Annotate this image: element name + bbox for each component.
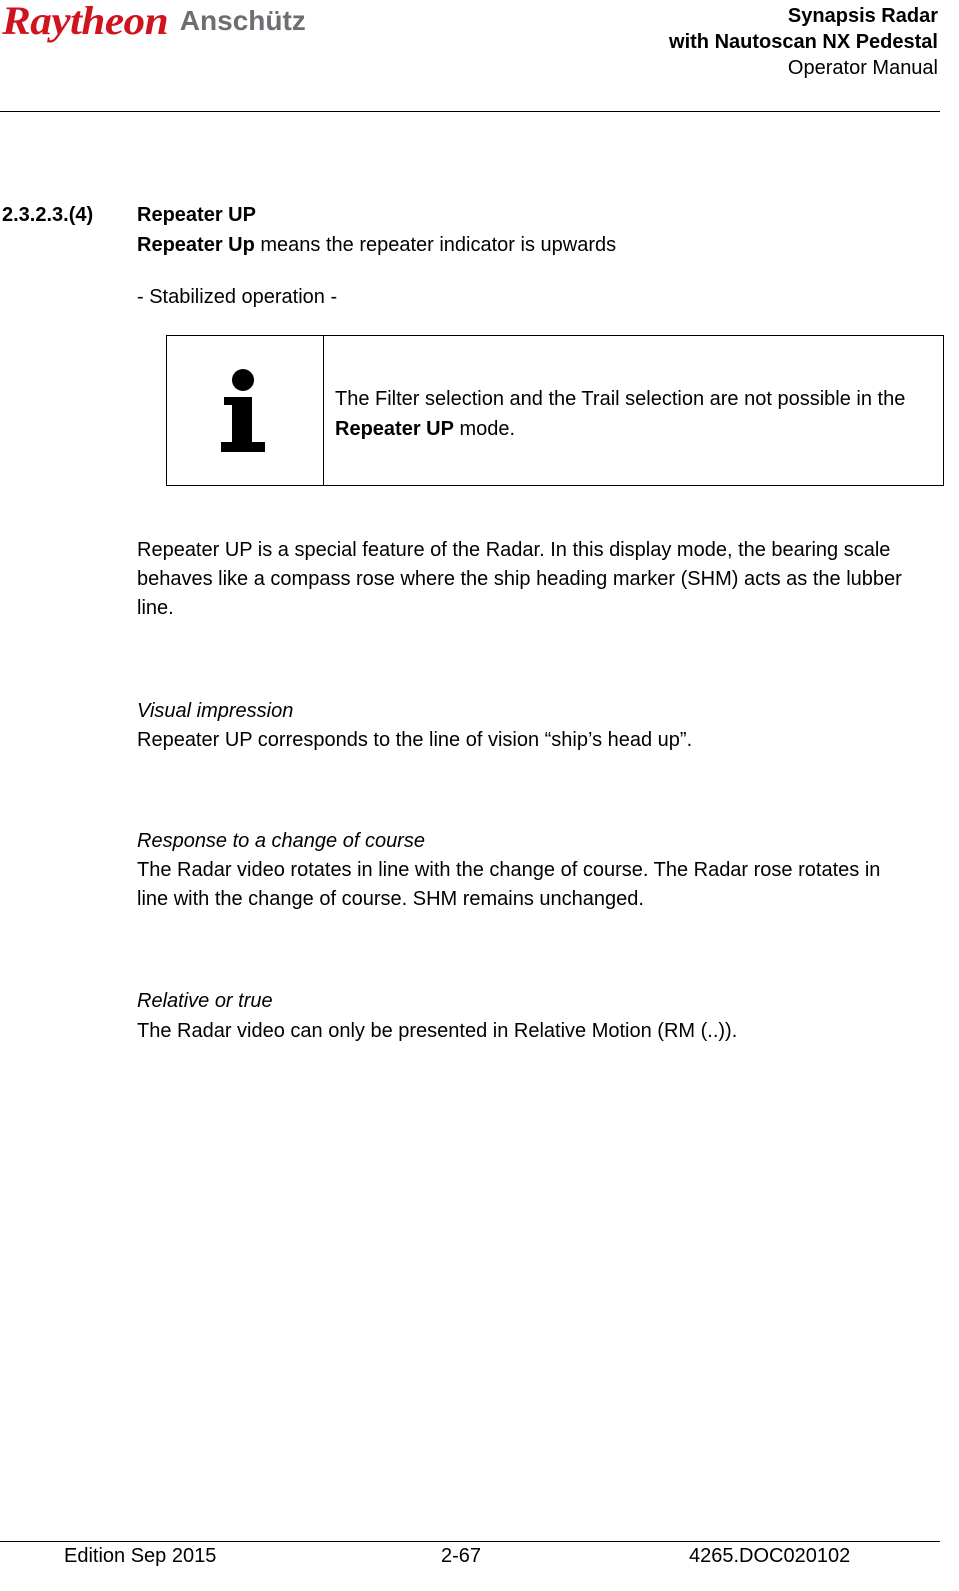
operation-mode: - Stabilized operation - xyxy=(137,286,338,308)
note-text xyxy=(335,384,935,444)
header-subtitle: with Nautoscan NX Pedestal xyxy=(669,31,938,53)
note-text-post: mode. xyxy=(453,418,516,440)
info-icon xyxy=(219,368,267,454)
intro-bold: Repeater Up xyxy=(137,234,255,256)
note-text-pre: The Filter selection and the Trail selection are not possible in the xyxy=(335,388,906,410)
footer-doc-id: 4265.DOC020102 xyxy=(689,1545,851,1567)
relative-true-heading: Relative or true xyxy=(137,990,273,1012)
section-intro xyxy=(137,231,616,260)
section-title: Repeater UP xyxy=(137,204,256,226)
course-change-heading: Response to a change of course xyxy=(137,830,425,852)
course-change-text: The Radar video rotates in line with the change of course. The Radar rose rotates in line with the change of course. SHM remains unchanged. xyxy=(137,859,881,910)
description-paragraph: Repeater UP is a special feature of the Radar. In this display mode, the bearing scale behaves like a compass rose where the ship heading marker (SHM) acts as the lubber line. xyxy=(137,539,902,619)
logo-sub: Anschütz xyxy=(179,5,306,36)
visual-impression-text: Repeater UP corresponds to the line of vision “ship’s head up”. xyxy=(137,729,693,751)
footer-divider xyxy=(0,1541,940,1542)
company-logo xyxy=(2,0,306,42)
header-title: Synapsis Radar xyxy=(787,5,938,27)
footer-page-number: 2-67 xyxy=(441,1545,482,1567)
relative-true-text: The Radar video can only be presented in Relative Motion (RM (..)). xyxy=(137,1020,738,1042)
info-note xyxy=(166,335,944,486)
document-header xyxy=(669,3,938,81)
header-doc-type: Operator Manual xyxy=(787,57,938,79)
visual-impression-heading: Visual impression xyxy=(137,700,294,722)
footer-edition: Edition Sep 2015 xyxy=(64,1545,217,1567)
intro-rest: means the repeater indicator is upwards xyxy=(254,234,617,256)
header-divider xyxy=(0,111,940,112)
note-text-bold: Repeater UP xyxy=(335,418,454,440)
logo-brand: Raytheon xyxy=(2,0,169,43)
section-number: 2.3.2.3.(4) xyxy=(2,204,94,226)
note-icon-cell xyxy=(167,336,324,485)
